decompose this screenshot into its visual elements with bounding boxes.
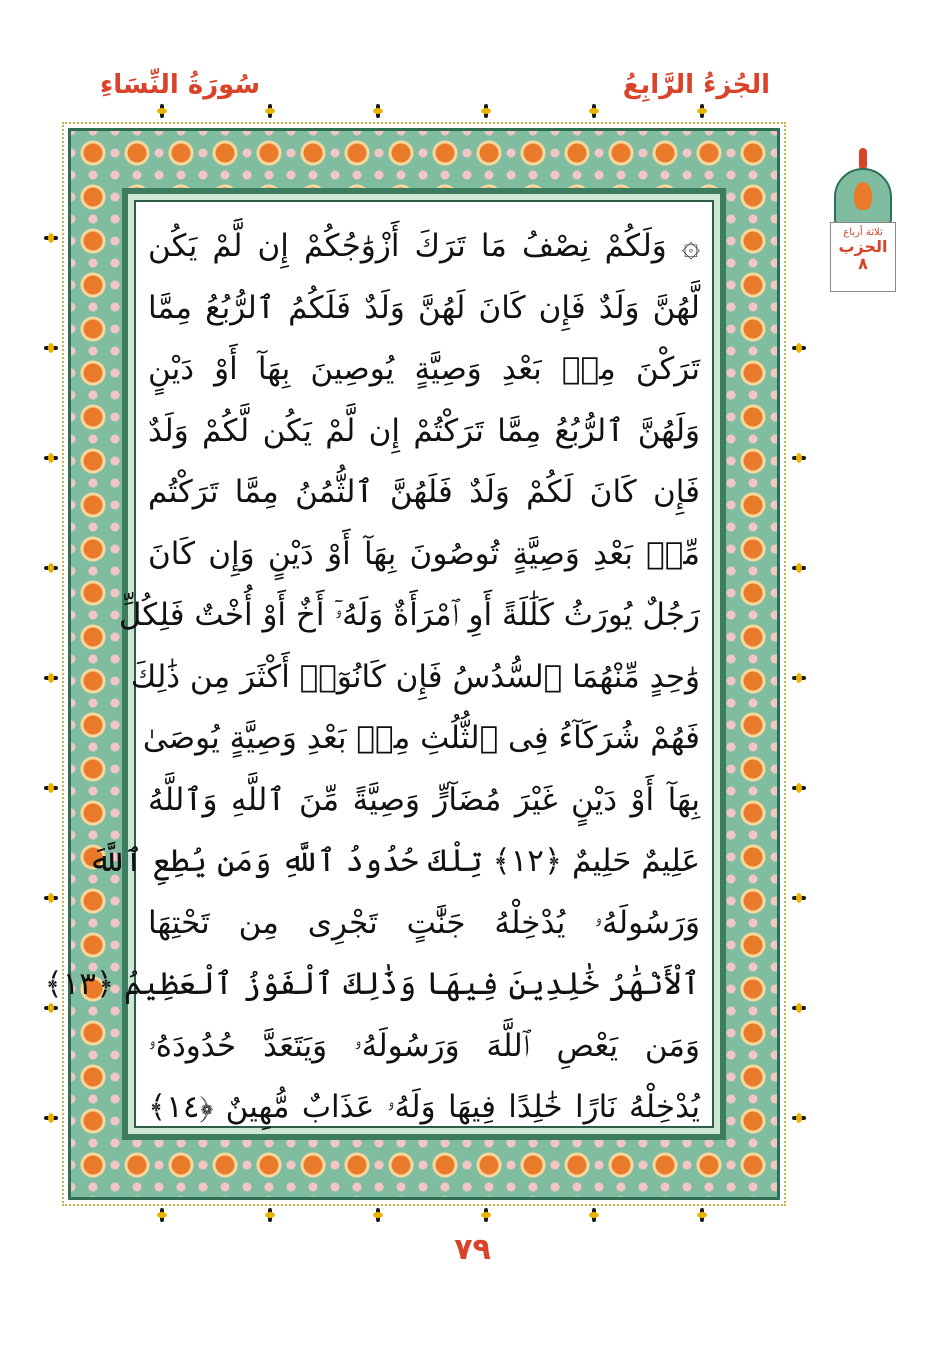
surah-title: سُورَةُ النِّسَاءِ [100,70,261,100]
flame-icon [854,182,872,210]
verse-line: بِهَآ أَوْ دَيْنٍ غَيْرَ مُضَآرٍّ وَصِيَّةً مِّنَ ٱللَّهِ وَٱللَّهُ [148,781,700,818]
margin-ornament-icon [484,1208,488,1222]
verse-line: لَّهُنَّ وَلَدٌ فَإِن كَانَ لَهُنَّ وَلَدٌ فَلَكُمُ ٱلرُّبُعُ مِمَّا [148,289,700,326]
margin-ornament-icon [792,1116,806,1120]
verse-line: وَرَسُولَهُۥ يُدْخِلْهُ جَنَّٰتٍ تَجْرِى مِن تَحْتِهَا [148,904,700,941]
margin-ornament-icon [44,676,58,680]
hizb-fraction: ثلاثة أرباع [843,227,883,238]
margin-ornament-icon [44,346,58,350]
margin-ornament-icon [44,566,58,570]
margin-ornament-icon [792,786,806,790]
margin-ornament-icon [484,104,488,118]
hizb-label-box [830,222,896,292]
verse-line: مِّنۢ بَعْدِ وَصِيَّةٍ تُوصُونَ بِهَآ أَوْ دَيْنٍ وَإِن كَانَ [148,535,700,572]
margin-ornament-icon [592,104,596,118]
margin-ornament-icon [44,236,58,240]
hizb-number: ٨ [858,254,868,273]
margin-ornament-icon [792,456,806,460]
margin-ornament-icon [160,1208,164,1222]
verse-line: وَلَهُنَّ ٱلرُّبُعُ مِمَّا تَرَكْتُمْ إِن لَّمْ يَكُن لَّكُمْ وَلَدٌ [148,412,700,449]
verse-line: فَهُمْ شُرَكَآءُ فِى ٱلثُّلُثِ مِنۢ بَعْدِ وَصِيَّةٍ يُوصَىٰ [142,720,700,756]
margin-ornament-icon [376,104,380,118]
verse-line: ٱلْأَنْهَٰرُ خَٰلِدِينَ فِيهَا وَذَٰلِكَ ٱلْفَوْزُ ٱلْعَظِيمُ ﴿١٣﴾ [44,966,700,1002]
verse-line: وَمَن يَعْصِ ٱللَّهَ وَرَسُولَهُۥ وَيَتَعَدَّ حُدُودَهُۥ [148,1027,700,1064]
verse-line: عَلِيمٌ حَلِيمٌ ﴿١٢﴾ تِلْكَ حُدُودُ ٱللَّهِ وَمَن يُطِعِ ٱللَّهَ [88,843,700,879]
hizb-label: الحزب [838,237,888,256]
margin-ornament-icon [592,1208,596,1222]
margin-ornament-icon [376,1208,380,1222]
hizb-marker [828,148,898,294]
margin-ornament-icon [44,896,58,900]
margin-ornament-icon [160,104,164,118]
margin-ornament-icon [792,676,806,680]
verse-line: يُدْخِلْهُ نَارًا خَٰلِدًا فِيهَا وَلَهُۥ عَذَابٌ مُّهِينٌ ﴿١٤﴾ [148,1089,700,1125]
margin-ornament-icon [792,566,806,570]
margin-ornament-icon [44,1116,58,1120]
page-number: ٧٩ [454,1232,491,1267]
verse-line: رَجُلٌ يُورَثُ كَلَٰلَةً أَوِ ٱمْرَأَةٌ وَلَهُۥٓ أَخٌ أَوْ أُخْتٌ فَلِكُلِّ [118,597,700,633]
margin-ornament-icon [792,1006,806,1010]
margin-ornament-icon [44,786,58,790]
verse-line: وَٰحِدٍ مِّنْهُمَا ٱلسُّدُسُ فَإِن كَانُوٓا۟ أَكْثَرَ مِن ذَٰلِكَ [130,658,700,695]
margin-ornament-icon [792,346,806,350]
juz-title: الجُزءُ الرَّابِعُ [622,70,770,100]
margin-ornament-icon [268,104,272,118]
margin-ornament-icon [268,1208,272,1222]
verse-line: ۞ وَلَكُمْ نِصْفُ مَا تَرَكَ أَزْوَٰجُكُمْ إِن لَّمْ يَكُن [148,228,700,264]
margin-ornament-icon [44,1006,58,1010]
finial-icon [859,148,867,170]
margin-ornament-icon [792,896,806,900]
verse-line: فَإِن كَانَ لَكُمْ وَلَدٌ فَلَهُنَّ ٱلثُّمُنُ مِمَّا تَرَكْتُم [148,474,700,510]
margin-ornament-icon [700,104,704,118]
margin-ornament-icon [44,456,58,460]
verse-text-block [44,216,700,1139]
verse-line: تَرَكْنَ مِنۢ بَعْدِ وَصِيَّةٍ يُوصِينَ بِهَآ أَوْ دَيْنٍ [148,351,700,387]
margin-ornament-icon [700,1208,704,1222]
